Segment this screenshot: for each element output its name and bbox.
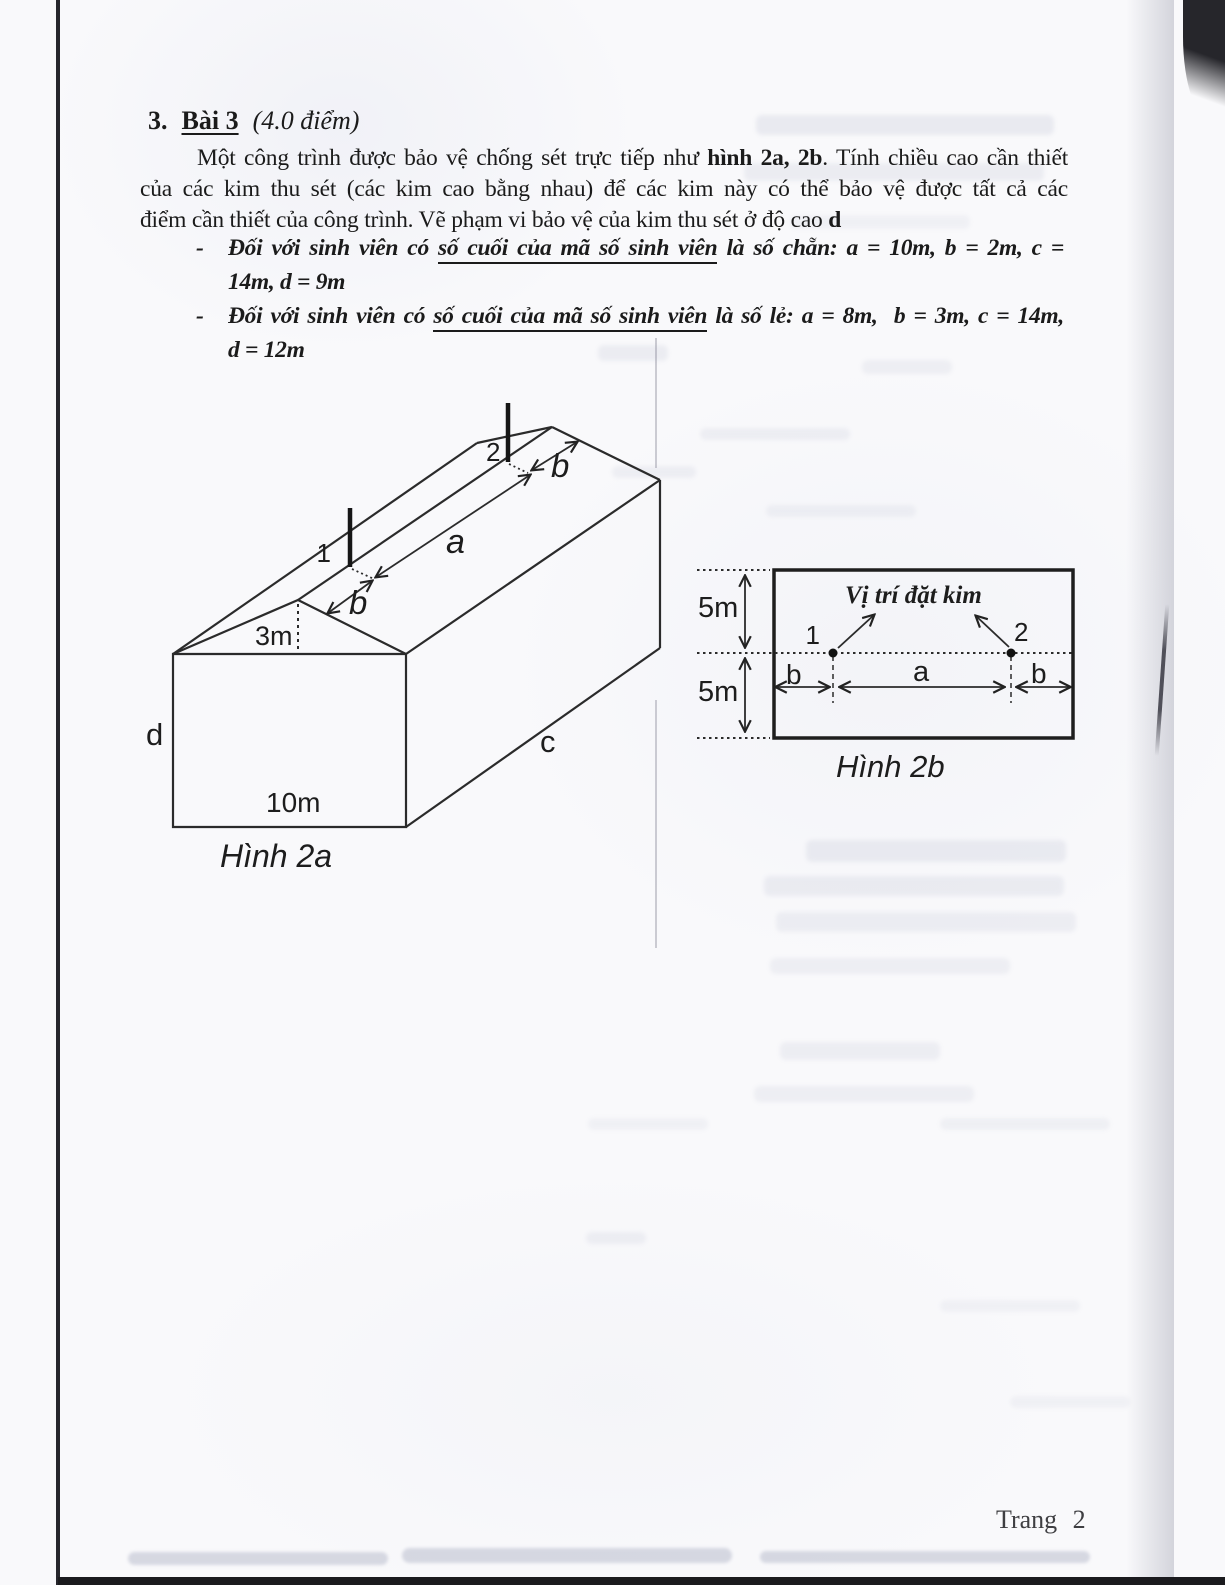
fig2a-width-label: 10m bbox=[266, 787, 321, 818]
bullet-dash: - bbox=[196, 235, 204, 261]
bleed-through-artifact bbox=[940, 1118, 1110, 1130]
figure-2b bbox=[680, 548, 1100, 798]
bullet-item bbox=[196, 231, 1064, 299]
fig2b-label-a: a bbox=[913, 656, 930, 688]
bleed-through-handwriting bbox=[128, 1552, 388, 1565]
bleed-through-artifact bbox=[588, 1118, 708, 1130]
fig2a-label-a: a bbox=[446, 523, 465, 561]
fig2a-length-label: c bbox=[540, 724, 556, 759]
paragraph-line: Một công trình được bảo vệ chống sét trực tiếp như hình 2a, 2b. Tính chiều cao cần thiết bbox=[197, 145, 1068, 171]
page-right-edge-shadow bbox=[1126, 0, 1174, 1585]
fig2b-annotation: Vị trí đặt kim bbox=[845, 582, 982, 609]
page-footer: Trang 2 bbox=[996, 1505, 1086, 1534]
bleed-through-artifact bbox=[756, 115, 1054, 135]
figure-2a bbox=[130, 380, 702, 888]
bullet-text bbox=[228, 299, 1064, 367]
bullet-line: 14m, d = 9m bbox=[228, 269, 346, 295]
bleed-through-artifact bbox=[776, 912, 1076, 932]
annotation-leader-left bbox=[838, 615, 874, 648]
bleed-through-artifact bbox=[700, 428, 850, 440]
problem-paragraph bbox=[140, 143, 1068, 236]
bullet-text bbox=[228, 231, 1064, 299]
fig2a-ridge-height-label: 3m bbox=[255, 621, 293, 651]
bullet-dash: - bbox=[196, 303, 204, 329]
bleed-through-artifact bbox=[770, 958, 1010, 974]
fig2b-rod1-label: 1 bbox=[805, 620, 820, 650]
fig2a-caption: Hình 2a bbox=[220, 838, 333, 874]
bleed-through-artifact bbox=[780, 1042, 940, 1060]
rod-2-dot bbox=[1007, 649, 1016, 658]
bullet-line: Đối với sinh viên có số cuối của mã số sinh viên là số lẻ: a = 8m, b = 3m, c = 14m, bbox=[228, 299, 1064, 333]
extension-dotted-line bbox=[352, 569, 374, 579]
bleed-through-artifact bbox=[940, 1300, 1080, 1312]
scan-edge-bottom bbox=[58, 1577, 1225, 1585]
bleed-through-artifact bbox=[766, 505, 916, 517]
bleed-through-handwriting bbox=[760, 1551, 1090, 1563]
problem-bullets bbox=[196, 231, 1064, 367]
fig2a-label-b-near: b bbox=[349, 584, 368, 621]
scan-corner-shadow bbox=[1183, 0, 1225, 122]
fig2a-rod2-label: 2 bbox=[486, 437, 501, 467]
problem-number: 3. bbox=[148, 106, 168, 135]
bleed-through-artifact bbox=[586, 1232, 646, 1244]
fig2a-height-label: d bbox=[146, 717, 164, 752]
problem-heading bbox=[148, 106, 359, 136]
fig2b-offset-top-label: 5m bbox=[698, 592, 739, 624]
fig2b-offset-bottom-label: 5m bbox=[698, 676, 739, 708]
bleed-through-handwriting bbox=[402, 1548, 732, 1563]
problem-points: (4.0 điểm) bbox=[252, 106, 360, 135]
bullet-line: d = 12m bbox=[228, 337, 305, 363]
fig2b-label-b-right: b bbox=[1031, 658, 1047, 689]
fig2b-rod2-label: 2 bbox=[1014, 617, 1029, 647]
annotation-leader-right bbox=[976, 616, 1009, 647]
extension-dotted-line bbox=[509, 464, 528, 473]
paragraph-line: điểm cần thiết của công trình. Vẽ phạm vi bảo vệ của kim thu sét ở độ cao d bbox=[140, 207, 842, 233]
building-outline bbox=[173, 427, 660, 827]
bullet-item bbox=[196, 299, 1064, 367]
bleed-through-artifact bbox=[754, 1086, 974, 1102]
bullet-line: Đối với sinh viên có số cuối của mã số sinh viên là số chẵn: a = 10m, b = 2m, c = bbox=[228, 231, 1064, 265]
problem-title: Bài 3 bbox=[181, 106, 239, 135]
fig2a-rod1-label: 1 bbox=[316, 538, 331, 568]
scan-edge-left bbox=[56, 0, 60, 1585]
fig2b-caption: Hình 2b bbox=[836, 749, 945, 784]
bleed-through-artifact bbox=[1010, 1396, 1130, 1408]
fig2b-label-b-left: b bbox=[786, 659, 802, 690]
rod-1-dot bbox=[829, 649, 838, 658]
bleed-through-artifact bbox=[764, 876, 1064, 896]
bleed-through-artifact bbox=[806, 840, 1066, 862]
paragraph-line: của các kim thu sét (các kim cao bằng nhau) để các kim này có thể bảo vệ được tất cả các bbox=[140, 176, 1068, 202]
fig2a-label-b-far: b bbox=[551, 447, 570, 484]
